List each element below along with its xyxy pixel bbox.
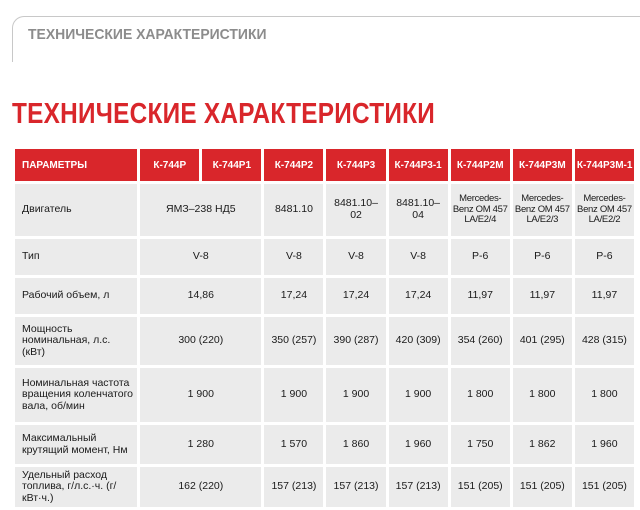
table-cell: 157 (213) <box>326 467 385 507</box>
column-header-parameters: ПАРАМЕТРЫ <box>15 149 137 181</box>
table-cell: 1 900 <box>140 368 261 422</box>
row-label-type: Тип <box>15 239 137 275</box>
table-row-type <box>15 239 634 275</box>
table-cell: 401 (295) <box>513 317 572 365</box>
table-cell: 162 (220) <box>140 467 261 507</box>
table-cell: Mercedes-Benz OM 457 LA/E2/2 <box>575 184 634 236</box>
table-row-displacement <box>15 278 634 314</box>
row-label-fuel-consumption: Удельный расход топлива, г/л.с.·ч. (г/кВт·ч.) <box>15 467 137 507</box>
table-cell: 11,97 <box>575 278 634 314</box>
table-cell: 1 750 <box>451 425 510 464</box>
row-label-power: Мощность номинальная, л.с. (кВт) <box>15 317 137 365</box>
table-cell: 350 (257) <box>264 317 323 365</box>
table-header-row <box>15 149 634 181</box>
table-cell: 151 (205) <box>513 467 572 507</box>
table-cell: 157 (213) <box>389 467 448 507</box>
specs-table <box>12 146 637 510</box>
table-cell: 1 280 <box>140 425 261 464</box>
table-cell: 8481.10–04 <box>389 184 448 236</box>
table-cell: 420 (309) <box>389 317 448 365</box>
table-cell: 1 800 <box>575 368 634 422</box>
row-label-torque: Максимальный крутящий момент, Нм <box>15 425 137 464</box>
table-cell: 17,24 <box>264 278 323 314</box>
table-cell: 300 (220) <box>140 317 261 365</box>
table-cell: P-6 <box>513 239 572 275</box>
row-label-rated-speed: Номинальная частота вращения коленчатого вала, об/мин <box>15 368 137 422</box>
column-header-k744r: К-744Р <box>140 149 199 181</box>
column-header-k744r3-1: К-744Р3-1 <box>389 149 448 181</box>
column-header-k744r3m-1: К-744Р3М-1 <box>575 149 634 181</box>
table-cell: 8481.10 <box>264 184 323 236</box>
table-row-torque <box>15 425 634 464</box>
table-cell: V-8 <box>389 239 448 275</box>
row-label-engine: Двигатель <box>15 184 137 236</box>
table-cell: V-8 <box>326 239 385 275</box>
table-cell: ЯМЗ–238 НД5 <box>140 184 261 236</box>
section-header-title: ТЕХНИЧЕСКИЕ ХАРАКТЕРИСТИКИ <box>28 26 267 43</box>
table-cell: V-8 <box>264 239 323 275</box>
table-cell: 1 570 <box>264 425 323 464</box>
table-cell: Mercedes-Benz OM 457 LA/E2/3 <box>513 184 572 236</box>
table-cell: 354 (260) <box>451 317 510 365</box>
table-cell: 17,24 <box>326 278 385 314</box>
table-cell: 151 (205) <box>575 467 634 507</box>
table-cell: 14,86 <box>140 278 261 314</box>
table-cell: P-6 <box>451 239 510 275</box>
table-cell: 11,97 <box>513 278 572 314</box>
column-header-k744r1: К-744Р1 <box>202 149 261 181</box>
table-cell: Mercedes-Benz OM 457 LA/E2/4 <box>451 184 510 236</box>
column-header-k744r3m: К-744Р3М <box>513 149 572 181</box>
table-cell: P-6 <box>575 239 634 275</box>
table-cell: 1 860 <box>326 425 385 464</box>
row-label-displacement: Рабочий объем, л <box>15 278 137 314</box>
table-cell: V-8 <box>140 239 261 275</box>
page-title: ТЕХНИЧЕСКИЕ ХАРАКТЕРИСТИКИ <box>12 98 436 130</box>
table-cell: 11,97 <box>451 278 510 314</box>
table-cell: 428 (315) <box>575 317 634 365</box>
table-cell: 1 900 <box>326 368 385 422</box>
table-row-power <box>15 317 634 365</box>
table-cell: 8481.10–02 <box>326 184 385 236</box>
table-cell: 157 (213) <box>264 467 323 507</box>
table-cell: 390 (287) <box>326 317 385 365</box>
column-header-k744r2m: К-744Р2М <box>451 149 510 181</box>
table-row-engine <box>15 184 634 236</box>
column-header-k744r2: К-744Р2 <box>264 149 323 181</box>
table-cell: 1 900 <box>264 368 323 422</box>
table-row-rated-speed <box>15 368 634 422</box>
table-cell: 1 960 <box>389 425 448 464</box>
table-cell: 17,24 <box>389 278 448 314</box>
table-cell: 1 900 <box>389 368 448 422</box>
column-header-k744r3: К-744Р3 <box>326 149 385 181</box>
table-cell: 1 862 <box>513 425 572 464</box>
table-cell: 151 (205) <box>451 467 510 507</box>
table-cell: 1 960 <box>575 425 634 464</box>
table-cell: 1 800 <box>513 368 572 422</box>
table-row-fuel-consumption <box>15 467 634 507</box>
table-cell: 1 800 <box>451 368 510 422</box>
